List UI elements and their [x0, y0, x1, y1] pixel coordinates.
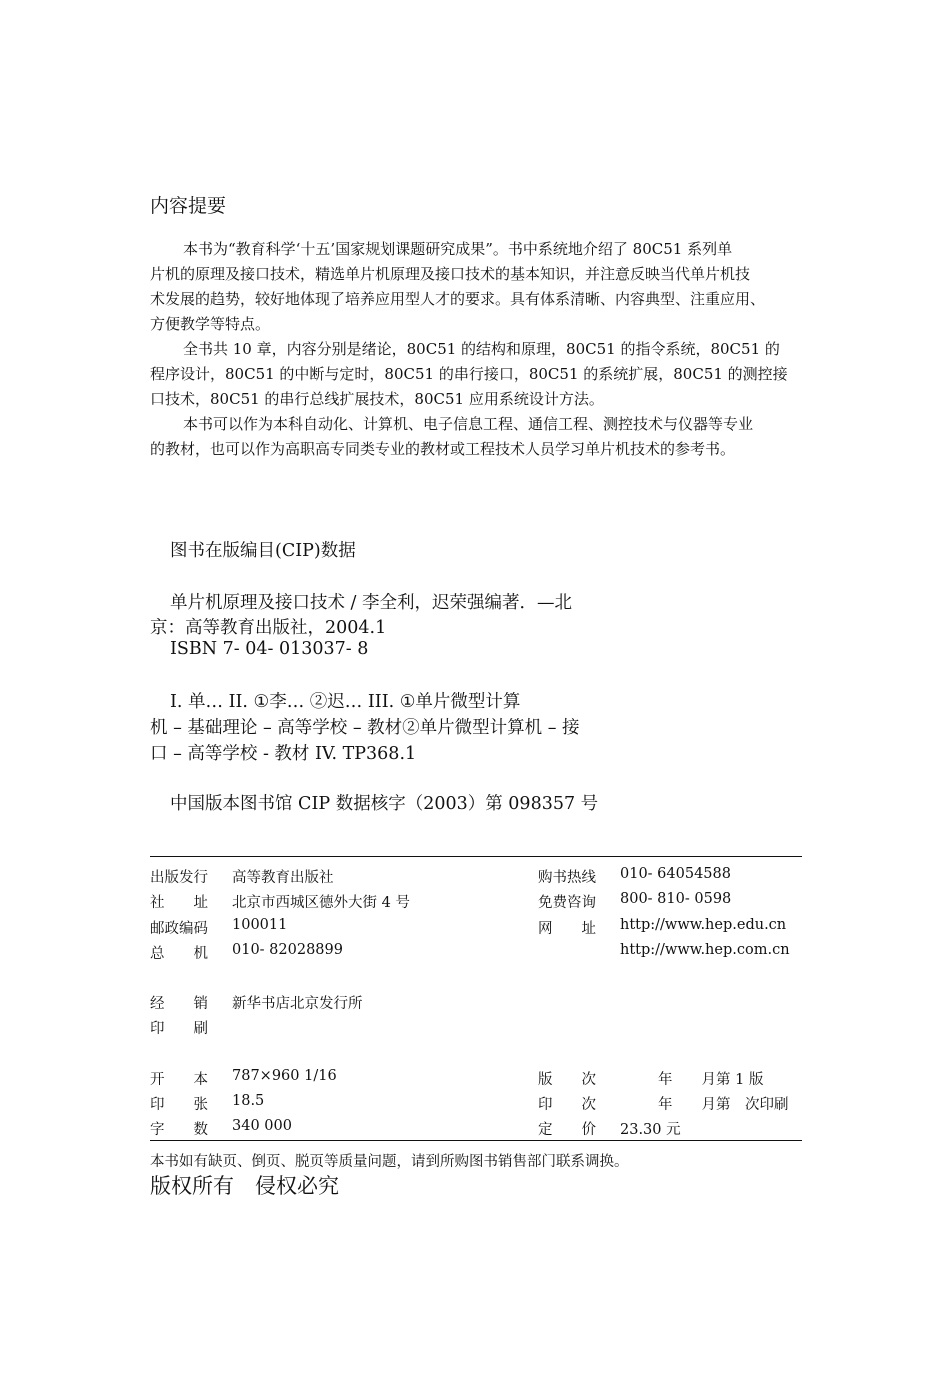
pub-label: 开 本: [150, 1072, 208, 1088]
pub-label: 社 址: [150, 895, 208, 911]
pub-value: 800- 810- 0598: [620, 891, 732, 907]
pub-label: 印 张: [150, 1097, 208, 1113]
website-link[interactable]: http://www.hep.edu.cn: [620, 917, 787, 933]
top-rule: [150, 856, 802, 857]
pub-label: 经 销: [150, 996, 208, 1012]
summary-line: 程序设计，80C51 的中断与定时，80C51 的串行接口，80C51 的系统扩展，80C51 的测控接: [150, 365, 788, 383]
pub-label: 购书热线: [538, 870, 596, 886]
pub-label: 字 数: [150, 1122, 208, 1138]
cip-line: ISBN 7- 04- 013037- 8: [170, 639, 369, 659]
pub-value: 100011: [232, 917, 288, 933]
summary-line: 口技术，80C51 的串行总线扩展技术，80C51 应用系统设计方法。: [150, 390, 604, 408]
cip-line: 机 – 基础理论 – 高等学校 – 教材②单片微型计算机 – 接: [150, 718, 580, 738]
pub-value: 787×960 1/16: [232, 1068, 337, 1084]
pub-label: 出版发行: [150, 870, 208, 886]
pub-label: 版 次: [538, 1072, 596, 1088]
website-link[interactable]: http://www.hep.com.cn: [620, 942, 790, 958]
summary-line: 本书可以作为本科自动化、计算机、电子信息工程、通信工程、测控技术与仪器等专业: [183, 415, 754, 433]
pub-value: 高等教育出版社: [232, 870, 334, 886]
pub-value: 010- 64054588: [620, 866, 731, 882]
summary-line: 片机的原理及接口技术，精选单片机原理及接口技术的基本知识，并注意反映当代单片机技: [150, 265, 751, 283]
cip-line: I. 单… II. ①李… ②迟… III. ①单片微型计算: [170, 692, 521, 712]
summary-line: 术发展的趋势，较好地体现了培养应用型人才的要求。具有体系清晰、内容典型、注重应用、: [150, 290, 766, 308]
pub-label: 定 价: [538, 1122, 596, 1138]
bottom-rule: [150, 1140, 802, 1141]
pub-value: 年 月第 次印刷: [658, 1097, 789, 1113]
pub-label: 免费咨询: [538, 895, 596, 911]
pub-label: 网 址: [538, 921, 596, 937]
summary-heading: 内容提要: [150, 195, 227, 217]
pub-label: 总 机: [150, 946, 208, 962]
summary-line: 全书共 10 章，内容分别是绪论，80C51 的结构和原理，80C51 的指令系统，80C51 的: [183, 340, 780, 358]
pub-value: 23.30 元: [620, 1122, 681, 1138]
copyright-notice: 版权所有 侵权必究: [150, 1174, 339, 1198]
pub-value: 北京市西城区德外大街 4 号: [232, 895, 410, 911]
pub-value: 010- 82028899: [232, 942, 343, 958]
summary-line: 本书为“教育科学‘十五’国家规划课题研究成果”。书中系统地介绍了 80C51 系列单: [183, 240, 733, 258]
summary-line: 方便教学等特点。: [150, 315, 271, 333]
pub-label: 邮政编码: [150, 921, 208, 937]
pub-value: 340 000: [232, 1118, 292, 1134]
cip-line: 单片机原理及接口技术 / 李全利，迟荣强编著．—北: [170, 593, 573, 613]
pub-label: 印 刷: [150, 1021, 208, 1037]
cip-title: 图书在版编目(CIP)数据: [170, 541, 356, 561]
pub-value: 18.5: [232, 1093, 265, 1109]
pub-value: 新华书店北京发行所: [232, 996, 363, 1012]
cip-verify-line: 中国版本图书馆 CIP 数据核字（2003）第 098357 号: [170, 794, 599, 814]
summary-line: 的教材，也可以作为高职高专同类专业的教材或工程技术人员学习单片机技术的参考书。: [150, 440, 736, 458]
cip-line: 京：高等教育出版社，2004.1: [150, 618, 387, 638]
pub-value: 年 月第 1 版: [658, 1072, 764, 1088]
cip-line: 口 – 高等学校 - 教材 IV. TP368.1: [150, 744, 417, 764]
pub-label: 印 次: [538, 1097, 596, 1113]
quality-notice: 本书如有缺页、倒页、脱页等质量问题，请到所购图书销售部门联系调换。: [150, 1154, 629, 1170]
